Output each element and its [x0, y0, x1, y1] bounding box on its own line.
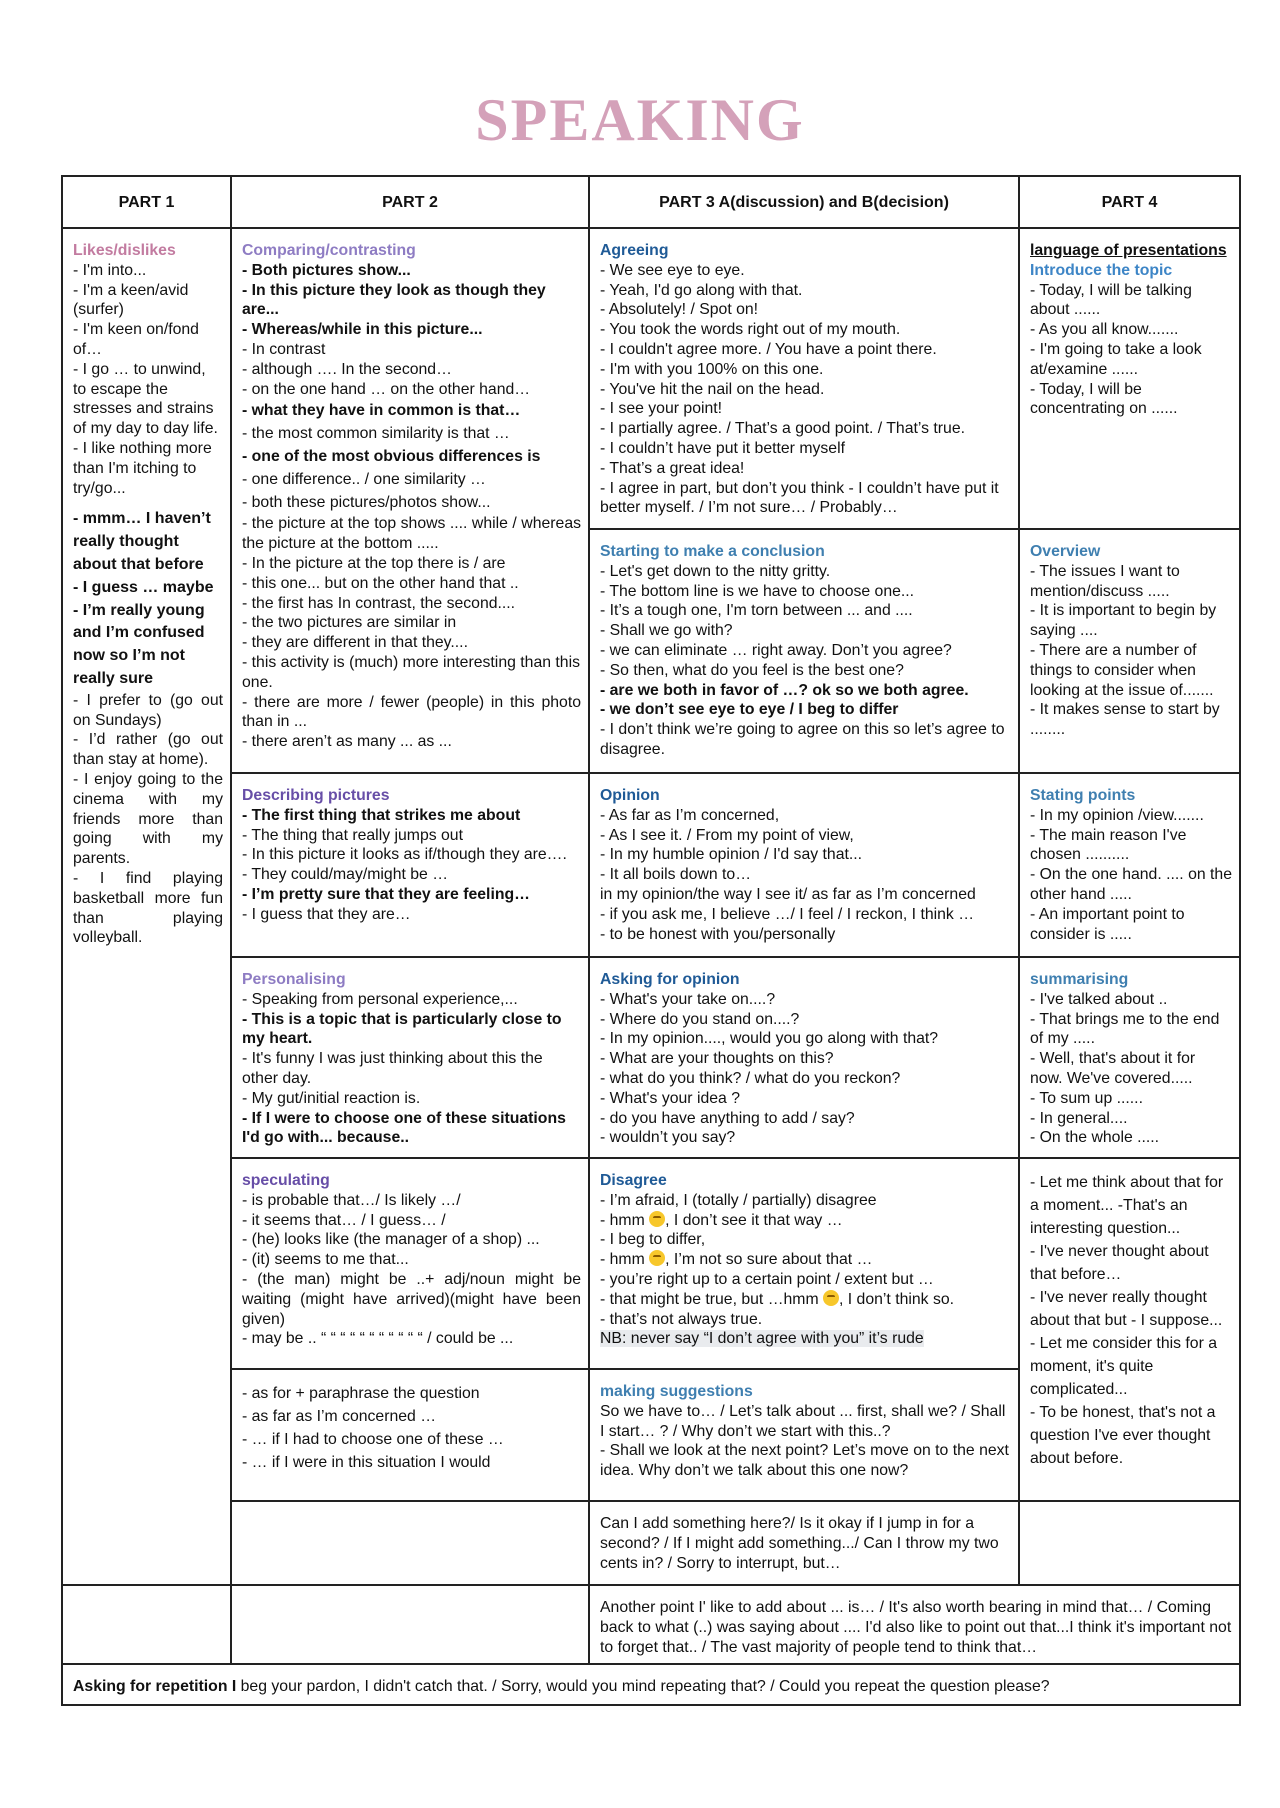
presentations-heading: language of presentations [1030, 242, 1227, 259]
text: - hmm [600, 1251, 650, 1269]
header-part2: PART 2 [231, 176, 589, 228]
list-item: - on the one hand … on the other hand… [242, 380, 531, 398]
list-item: - The main reason I've chosen .......... [1030, 826, 1187, 864]
list-item: - As far as I’m concerned, [600, 806, 780, 824]
list-item: - I go … to unwind, to escape the stresses and strains of my day to day life. [73, 360, 218, 438]
personalising-cell [231, 957, 589, 1158]
text: , I don’t think so. [839, 1290, 955, 1308]
list-item: - one of the most obvious differences is [242, 448, 541, 466]
empty-cell [231, 1501, 589, 1585]
list-item: - I see your point! [600, 400, 723, 418]
confused-face-icon [823, 1290, 839, 1306]
list-item: - the most common similarity is that … [242, 425, 510, 443]
list-item: - I'm going to take a look at/examine ...... [1030, 340, 1202, 378]
list-item: - both these pictures/photos show... [242, 494, 491, 512]
overview-heading: Overview [1030, 543, 1101, 560]
list-item: - Shall we go with? [600, 622, 733, 640]
list-item: - I don’t think we’re going to agree on this so let’s agree to disagree. [600, 721, 1005, 758]
list-item: - As I see it. / From my point of view, [600, 826, 854, 844]
list-item: - In general.... [1030, 1109, 1128, 1127]
list-item: - this activity is (much) more interesting than this one. [242, 653, 580, 691]
list-item: - In contrast [242, 340, 326, 358]
list-item: - Today, I will be talking about ...... [1030, 281, 1192, 319]
list-item: - It is important to begin by saying .... [1030, 602, 1217, 640]
list-item: - It makes sense to start by ........ [1030, 701, 1220, 739]
list-item: - On the one hand. .... on the other hand ..... [1030, 866, 1232, 903]
list-item: - On the whole ..... [1030, 1129, 1160, 1147]
list-item: - Well, that's about it for now. We've covered..... [1030, 1050, 1196, 1087]
list-item: - The first thing that strikes me about [242, 806, 521, 824]
agreeing-heading: Agreeing [600, 242, 669, 259]
list-item: - to be honest with you/personally [600, 925, 836, 943]
conclusion-cell [589, 529, 1019, 773]
list-item: - As you all know....... [1030, 321, 1179, 339]
list-item: - as for + paraphrase the question [242, 1385, 480, 1402]
suggestions-cell [589, 1369, 1019, 1501]
introduce-topic-heading: Introduce the topic [1030, 261, 1173, 279]
list-item: - I've talked about .. [1030, 990, 1168, 1008]
list-item: - To be honest, that's not a question I've ever thought about before. [1030, 1404, 1216, 1467]
list-item: - I partially agree. / That’s a good point. / That’s true. [600, 420, 966, 438]
list-item: - I guess … maybe [73, 578, 214, 596]
list-item: - Yeah, I'd go along with that. [600, 281, 803, 299]
list-item: - if you ask me, I believe …/ I feel / I reckon, I think … [600, 905, 975, 923]
list-item: - I prefer to (go out on Sundays) [73, 691, 223, 729]
list-item: - You took the words right out of my mouth. [600, 321, 901, 339]
list-item: - If I were to choose one of these situations I'd go with... because.. [242, 1109, 566, 1147]
list-item: - There are a number of things to consider when looking at the issue of....... [1030, 641, 1214, 699]
list-item: - may be .. “ “ “ “ “ “ “ “ “ “ “ / could be ... [242, 1330, 514, 1348]
list-item: - there aren’t as many ... as ... [242, 733, 452, 751]
list-item: - what they have in common is that… [242, 402, 521, 420]
list-item: - wouldn’t you say? [600, 1129, 736, 1147]
list-item: - The bottom line is we have to choose one... [600, 582, 915, 600]
list-item: - do you have anything to add / say? [600, 1109, 855, 1127]
list-item: - Absolutely! / Spot on! [600, 301, 759, 319]
describing-heading: Describing pictures [242, 787, 390, 804]
list-item: - My gut/initial reaction is. [242, 1089, 421, 1107]
list-item: So we have to… / Let’s talk about ... first, shall we? / Shall I start… ? / Why don’t we start with this..? [600, 1402, 1006, 1440]
list-item: - what do you think? / what do you reckon? [600, 1069, 901, 1087]
list-item: - What's your idea ? [600, 1089, 740, 1107]
asking-opinion-cell [589, 957, 1019, 1158]
list-item: - I agree in part, but don’t you think - I couldn’t have put it better myself. / I’m not sure… / Probably… [600, 479, 999, 517]
disagree-cell [589, 1158, 1019, 1369]
list-item: - An important point to consider is ..... [1030, 905, 1185, 943]
list-item: - To sum up ...... [1030, 1089, 1143, 1107]
list-item: - In my opinion...., would you go along with that? [600, 1030, 939, 1048]
presentations-cell [1019, 228, 1240, 529]
opinion-cell [589, 773, 1019, 957]
list-item: - So then, what do you feel is the best one? [600, 661, 904, 679]
list-item: - this one... but on the other hand that .. [242, 574, 519, 592]
list-item: - That brings me to the end of my ..... [1030, 1010, 1220, 1048]
conclusion-heading: Starting to make a conclusion [600, 543, 825, 560]
comparing-heading: Comparing/contrasting [242, 242, 416, 259]
header-part3: PART 3 A(discussion) and B(decision) [589, 176, 1019, 228]
speculating-cell [231, 1158, 589, 1369]
list-item: in my opinion/the way I see it/ as far as I’m concerned [600, 885, 976, 903]
list-item [600, 1211, 1011, 1231]
another-point-cell [589, 1585, 1240, 1664]
comparing-cell [231, 228, 589, 773]
list-item: - In this picture it looks as if/though they are…. [242, 846, 567, 864]
list-item: - although …. In the second… [242, 360, 452, 378]
list-item: - Shall we look at the next point? Let’s move on to the next idea. Why don’t we talk about this one now? [600, 1442, 1009, 1480]
list-item: - Let's get down to the nitty gritty. [600, 562, 831, 580]
list-item: - Speaking from personal experience,... [242, 990, 518, 1008]
list-item: - as far as I’m concerned … [242, 1408, 437, 1425]
repetition-text: beg your pardon, I didn't catch that. / Sorry, would you mind repeating that? / Could you repeat the question please? [236, 1678, 1050, 1696]
header-part1: PART 1 [62, 176, 231, 228]
list-item: - It's funny I was just thinking about this the other day. [242, 1050, 543, 1087]
list-item: - I've never really thought about that but - I suppose... [1030, 1289, 1223, 1329]
disagree-heading: Disagree [600, 1172, 667, 1189]
list-item: - What's your take on....? [600, 990, 776, 1008]
speaking-table [61, 175, 1241, 1706]
list-item: - the two pictures are similar in [242, 614, 457, 632]
list-item: - I'm into... [73, 261, 147, 279]
list-item: - (it) seems to me that... [242, 1251, 409, 1269]
list-item: - Let me think about that for a moment... -That's an interesting question... [1030, 1174, 1224, 1237]
header-row [62, 176, 1240, 228]
list-item: - I couldn't agree more. / You have a point there. [600, 340, 937, 358]
list-item: - What are your thoughts on this? [600, 1050, 834, 1068]
list-item: - mmm… I haven’t really thought about that before [73, 510, 211, 573]
list-item: - you’re right up to a certain point / extent but … [600, 1270, 934, 1288]
list-item: - This is a topic that is particularly close to my heart. [242, 1010, 562, 1048]
list-item: - Whereas/while in this picture... [242, 321, 483, 339]
repetition-label: Asking for repetition I [73, 1678, 237, 1696]
list-item: - we can eliminate … right away. Don’t you agree? [600, 641, 952, 659]
list-item: - the first has In contrast, the second.... [242, 594, 516, 612]
list-item: - I'm keen on/fond of… [73, 321, 199, 358]
thinking-cell [1019, 1158, 1240, 1501]
jump-in-text: Can I add something here?/ Is it okay if I jump in for a second? / If I might add something.../ Can I throw my two cents in? / Sorry to interrupt, but… [600, 1515, 999, 1572]
list-item [600, 1290, 1011, 1310]
list-item: - In this picture they look as though they are... [242, 281, 546, 319]
part1-cell [62, 228, 231, 1585]
text: , I don’t see it that way … [665, 1211, 843, 1229]
list-item: - I’m really young and I’m confused now so I’m not really sure [73, 601, 205, 687]
overview-cell [1019, 529, 1240, 773]
list-item: - I guess that they are… [242, 905, 411, 923]
list-item: - The issues I want to mention/discuss ..... [1030, 562, 1180, 600]
list-item: - (he) looks like (the manager of a shop) ... [242, 1231, 540, 1249]
repetition-row [62, 1664, 1240, 1705]
list-item: - It all boils down to… [600, 866, 752, 884]
list-item: - In my opinion /view....... [1030, 806, 1204, 824]
list-item: - I enjoy going to the cinema with my friends more than going with my parents. [73, 770, 223, 868]
list-item: - I'm with you 100% on this one. [600, 360, 824, 378]
list-item: - they are different in that they.... [242, 634, 468, 652]
text: , I’m not so sure about that … [665, 1251, 873, 1269]
thinking-face-icon [649, 1250, 665, 1266]
list-item: - the picture at the top shows .... while / whereas the picture at the bottom ..... [242, 515, 581, 553]
list-item: - It’s a tough one, I'm torn between ... and .... [600, 602, 913, 620]
stating-cell [1019, 773, 1240, 957]
list-item: - it seems that… / I guess… / [242, 1211, 446, 1229]
list-item: - I beg to differ, [600, 1231, 706, 1249]
list-item: - are we both in favor of …? ok so we both agree. [600, 681, 969, 699]
list-item: - I like nothing more than I'm itching to try/go... [73, 439, 212, 497]
list-item: - that’s not always true. [600, 1310, 763, 1328]
list-item: - I find playing basketball more fun than playing volleyball. [73, 869, 223, 947]
list-item: - there are more / fewer (people) in this photo than in ... [242, 693, 581, 731]
list-item: - we don’t see eye to eye / I beg to differ [600, 701, 899, 719]
page-title: SPEAKING [475, 87, 805, 153]
list-item: - They could/may/might be … [242, 866, 449, 884]
summarising-heading: summarising [1030, 971, 1129, 988]
header-part4: PART 4 [1019, 176, 1240, 228]
speculating-heading: speculating [242, 1172, 330, 1189]
agreeing-cell [589, 228, 1019, 529]
another-point-text: Another point I' like to add about ... is… / It's also worth bearing in mind that… / Coming back to what (..) was saying about .... I'd also like to point out that...I think it's important not to forget that.. / The vast majority of people tend to think that… [600, 1599, 1232, 1656]
thinking-face-icon [649, 1211, 665, 1227]
list-item [600, 1250, 1011, 1270]
describing-cell [231, 773, 589, 957]
suggestions-heading: making suggestions [600, 1383, 753, 1400]
list-item: - I've never thought about that before… [1030, 1243, 1209, 1283]
as-for-cell [231, 1369, 589, 1501]
text: - that might be true, but …hmm [600, 1290, 823, 1308]
list-item: - We see eye to eye. [600, 261, 745, 279]
likes-heading: Likes/dislikes [73, 242, 176, 259]
list-item: - I’m pretty sure that they are feeling… [242, 885, 530, 903]
opinion-heading: Opinion [600, 787, 660, 804]
list-item: - You've hit the nail on the head. [600, 380, 825, 398]
empty-cell [62, 1585, 231, 1664]
list-item: - In the picture at the top there is / are [242, 554, 506, 572]
empty-cell [231, 1585, 589, 1664]
list-item: - … if I had to choose one of these … [242, 1431, 504, 1448]
asking-heading: Asking for opinion [600, 971, 740, 988]
list-item: - Let me consider this for a moment, it's quite complicated... [1030, 1335, 1218, 1398]
list-item: - Both pictures show... [242, 261, 411, 279]
list-item: - I’d rather (go out than stay at home). [73, 731, 223, 769]
list-item: - Today, I will be concentrating on ...... [1030, 380, 1178, 418]
jump-in-cell [589, 1501, 1019, 1585]
list-item: - one difference.. / one similarity … [242, 471, 486, 489]
list-item: - I'm a keen/avid (surfer) [73, 281, 189, 319]
stating-heading: Stating points [1030, 787, 1136, 804]
summarising-cell [1019, 957, 1240, 1158]
nb-note: NB: never say “I don’t agree with you” it’s rude [600, 1330, 924, 1348]
list-item: - I couldn’t have put it better myself [600, 439, 845, 457]
personalising-heading: Personalising [242, 971, 346, 988]
list-item: - That’s a great idea! [600, 459, 745, 477]
list-item: - … if I were in this situation I would [242, 1454, 491, 1471]
list-item: - I’m afraid, I (totally / partially) disagree [600, 1191, 877, 1209]
list-item: - (the man) might be ..+ adj/noun might be waiting (might have arrived)(might have been given) [242, 1270, 581, 1328]
text: - hmm [600, 1211, 650, 1229]
list-item: - The thing that really jumps out [242, 826, 463, 844]
empty-cell [1019, 1501, 1240, 1585]
list-item: - is probable that…/ Is likely …/ [242, 1191, 461, 1209]
list-item: - In my humble opinion / I'd say that... [600, 846, 863, 864]
list-item: - Where do you stand on....? [600, 1010, 800, 1028]
